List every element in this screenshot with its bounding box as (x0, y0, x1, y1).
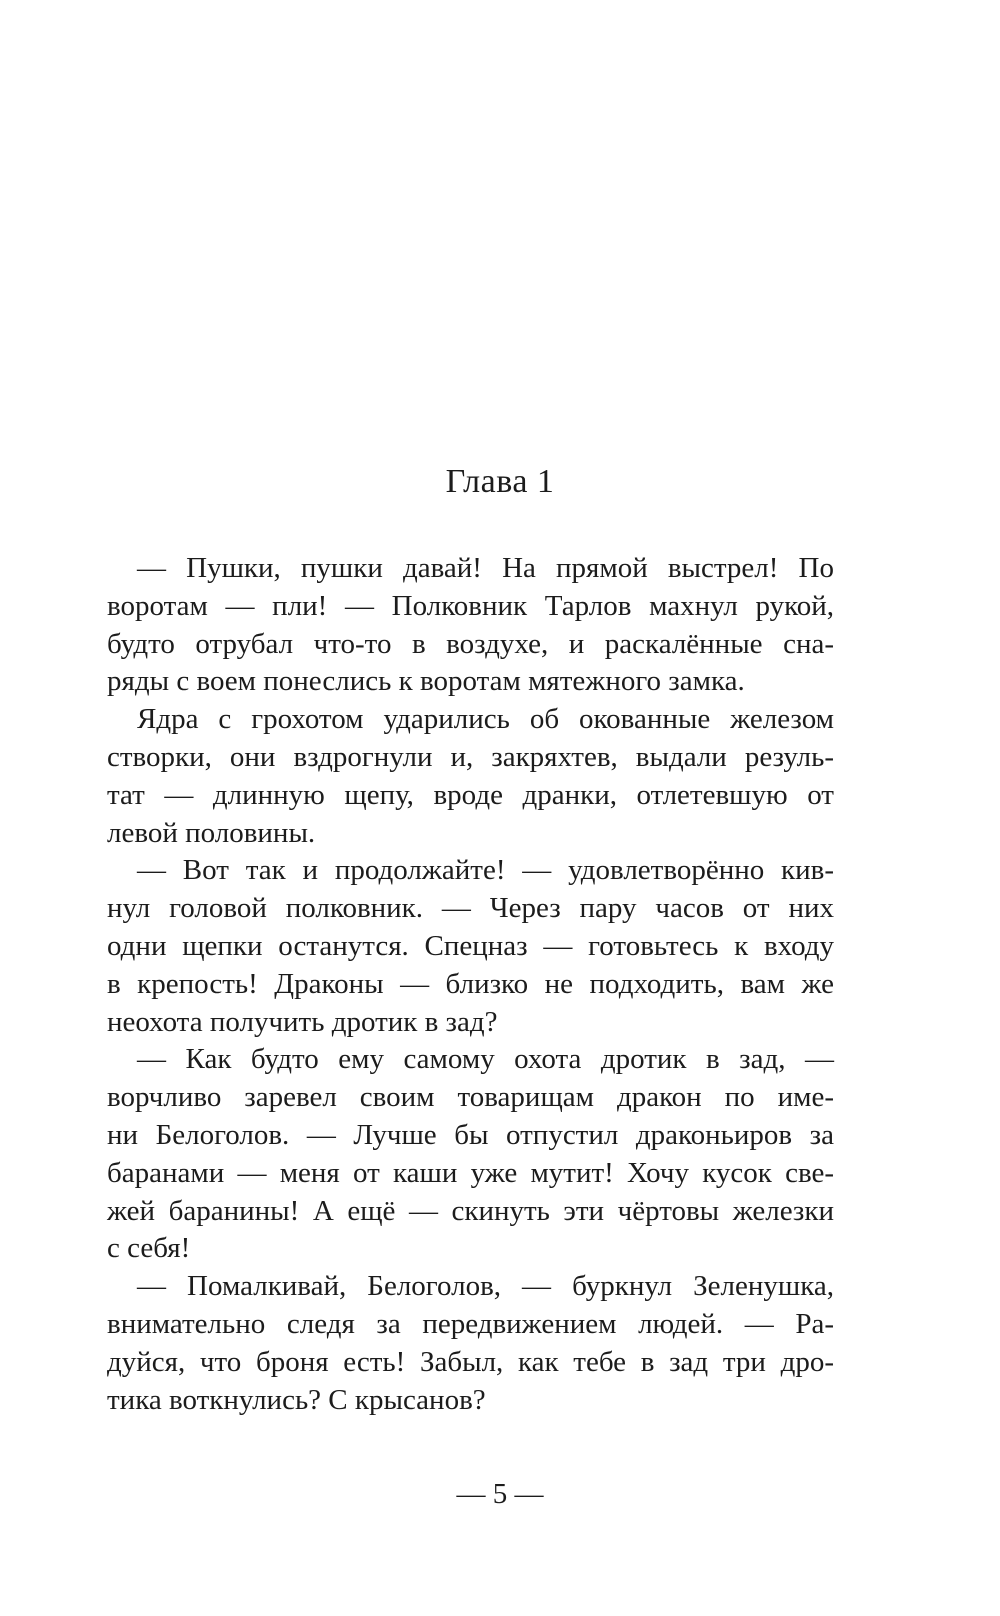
text-line: створки, они вздрогнули и, закряхтев, выдали резуль- (107, 740, 834, 773)
text-line: ни Белоголов. — Лучше бы отпустил драконьиров за (107, 1118, 834, 1151)
text-line: воротам — пли! — Полковник Тарлов махнул рукой, (107, 589, 834, 622)
text-line: неохота получить дротик в зад? (107, 1005, 498, 1038)
text-line: внимательно следя за передвижением людей. — Ра- (107, 1307, 834, 1340)
text-line: ряды с воем понеслись к воротам мятежного замка. (107, 665, 745, 698)
text-line: одни щепки останутся. Спецназ — готовьтесь к входу (107, 929, 834, 962)
text-line: — Как будто ему самому охота дротик в зад, — (137, 1043, 834, 1076)
text-line: с себя! (107, 1232, 191, 1265)
text-line: баранами — меня от каши уже мутит! Хочу кусок све- (107, 1156, 834, 1189)
text-line: левой половины. (107, 816, 316, 849)
text-line: жей баранины! А ещё — скинуть эти чёртовы железки (107, 1194, 834, 1227)
chapter-title: Глава 1 (445, 463, 555, 500)
text-line: — Помалкивай, Белоголов, — буркнул Зеленушка, (137, 1270, 834, 1303)
text-line: тат — длинную щепу, вроде дранки, отлетевшую от (107, 778, 834, 811)
text-line: — Пушки, пушки давай! На прямой выстрел! По (137, 552, 834, 584)
text-line: нул головой полковник. — Через пару часов от них (107, 892, 834, 925)
text-line: тика воткнулись? С крысанов? (107, 1383, 486, 1416)
page-number: — 5 — (456, 1478, 544, 1510)
text-line: Ядра с грохотом ударились об окованные железом (137, 703, 834, 736)
text-line: дуйся, что броня есть! Забыл, как тебе в зад три дро- (107, 1345, 834, 1378)
text-line: ворчливо заревел своим товарищам дракон по име- (107, 1081, 834, 1114)
body-text (107, 550, 834, 1419)
text-line: будто отрубал что-то в воздухе, и раскалённые сна- (107, 627, 834, 660)
text-line: — Вот так и продолжайте! — удовлетворённо кив- (137, 854, 834, 887)
text-line: в крепость! Драконы — близко не подходить, вам же (107, 967, 834, 1000)
